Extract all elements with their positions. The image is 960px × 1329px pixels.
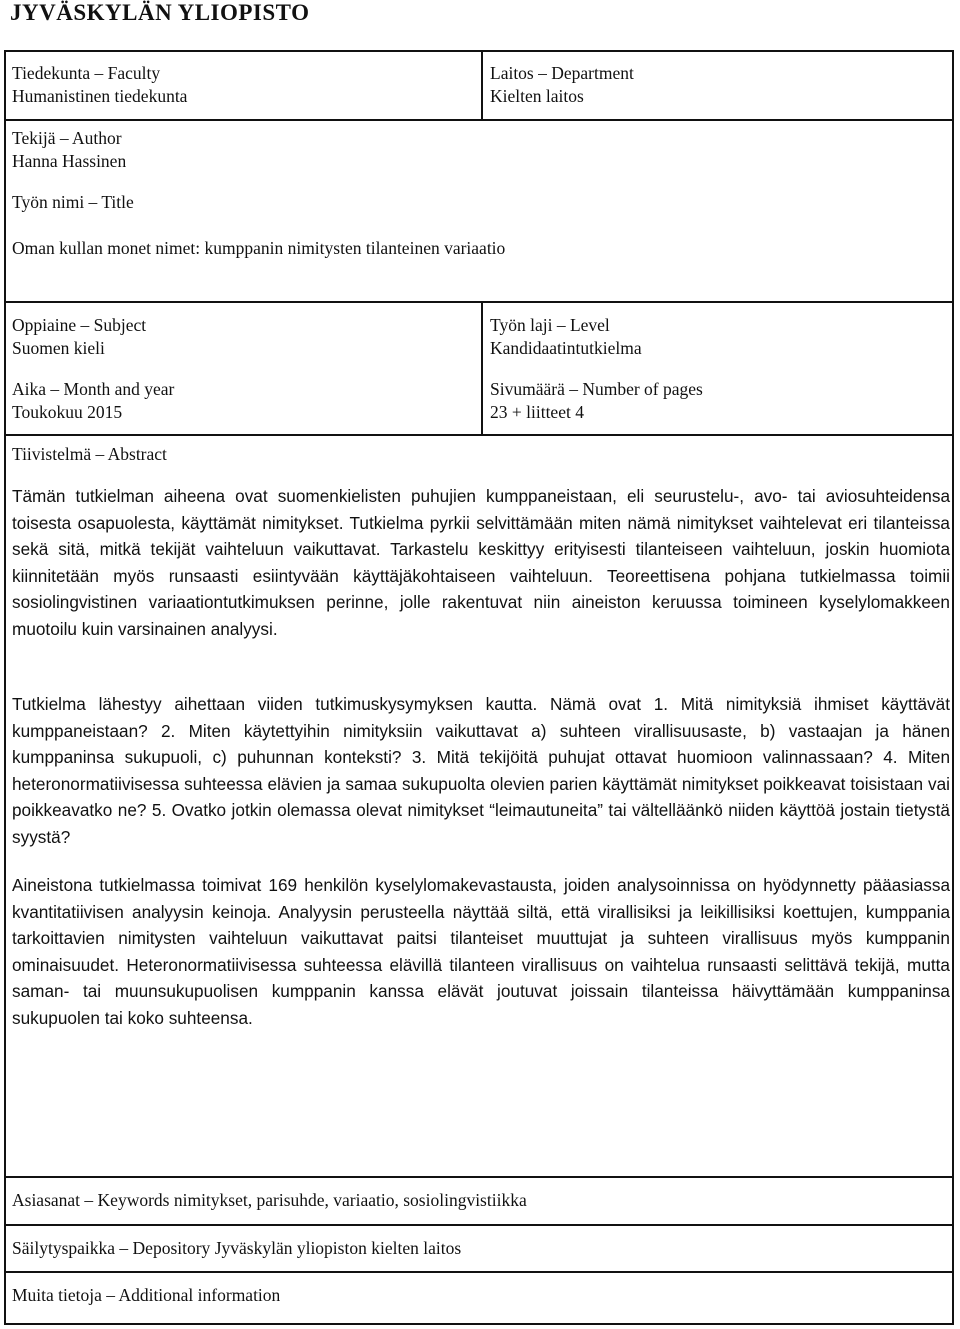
- keywords-field: [12, 1189, 527, 1212]
- abstract-label: Tiivistelmä – Abstract: [12, 444, 167, 464]
- title-label: Työn nimi – Title: [12, 192, 134, 212]
- title-value: Oman kullan monet nimet: kumppanin nimitysten tilanteinen variaatio: [12, 238, 506, 258]
- faculty-label: Tiedekunta – Faculty: [12, 63, 161, 83]
- divider: [481, 302, 483, 435]
- abstract-paragraph: Tutkielma lähestyy aihettaan viiden tutkimuskysymyksen kautta. Nämä ovat 1. Mitä nimityksiä ihmiset käyttävät kumppaneistaan? 2. Miten käytettyihin nimityksiin vaikuttavat a) suhteen virallisuusaste, b) vastaajan ja hänen kumppaninsa sukupuoli, c) puhunnan konteksti? 3. Mitä tekijöitä puhujat ottavat huomioon valinnassaan? 4. Miten heteronormatiivisessa suhteessa elävien ja samaa sukupuolta olevien parien käyttämät nimitykset poikkeavat toisistaan vai poikkeavatko ne? 5. Ovatko jotkin olemassa olevat nimitykset “leimautuneita” tai vältelläänkö niiden käyttöä jostain tietystä syystä?: [12, 694, 950, 847]
- author-label: Tekijä – Author: [12, 128, 122, 148]
- divider: [4, 434, 954, 436]
- date-value: Toukokuu 2015: [12, 402, 123, 422]
- subject-label: Oppiaine – Subject: [12, 315, 147, 335]
- author-field: [12, 127, 126, 173]
- level-value: Kandidaatintutkielma: [490, 338, 642, 358]
- faculty-field: [12, 62, 187, 108]
- additional-info-field: [12, 1284, 280, 1307]
- department-value: Kielten laitos: [490, 86, 584, 106]
- date-field: [12, 378, 174, 424]
- pages-value: 23 + liitteet 4: [490, 402, 584, 422]
- depository-value: Jyväskylän yliopiston kielten laitos: [214, 1238, 462, 1258]
- level-label: Työn laji – Level: [490, 315, 610, 335]
- keywords-value: nimitykset, parisuhde, variaatio, sosiolingvistiikka: [173, 1190, 527, 1210]
- depository-label: Säilytyspaikka – Depository: [12, 1238, 211, 1258]
- divider: [4, 119, 954, 121]
- pages-label: Sivumäärä – Number of pages: [490, 379, 703, 399]
- faculty-value: Humanistinen tiedekunta: [12, 86, 188, 106]
- author-value: Hanna Hassinen: [12, 151, 127, 171]
- additional-info-label: Muita tietoja – Additional information: [12, 1285, 281, 1305]
- keywords-label: Asiasanat – Keywords: [12, 1190, 170, 1210]
- department-field: [490, 62, 634, 108]
- university-name: JYVÄSKYLÄN YLIOPISTO: [10, 0, 310, 25]
- subject-field: [12, 314, 146, 360]
- divider: [4, 301, 954, 303]
- abstract-paragraph: Tämän tutkielman aiheena ovat suomenkielisten puhujien kumppaneistaan, eli seurustelu-, avo- tai aviosuhteidensa toisesta osapuolesta, käyttämät nimitykset. Tutkielma pyrkii selvittämään miten nämä nimitykset vaihtelevat eri tilanteissa sekä sitä, mitkä tekijät vaihteluun vaikuttavat. Tarkastelu keskittyy erityisesti tilanteiseen vaihteluun, joskin huomiota kiinnitetään myös runsaasti esiintyvään käyttäjäkohtaiseen vaihteluun. Teoreettisena pohjana tutkielmassa toimii sosiolingvistinen variaationtutkimuksen perinne, jolle rakentuvat niin aineiston keruussa toimineen kyselylomakkeen muotoilu kuin varsinainen analyysi.: [12, 486, 950, 639]
- divider: [4, 1176, 954, 1178]
- date-label: Aika – Month and year: [12, 379, 175, 399]
- divider: [481, 50, 483, 120]
- department-label: Laitos – Department: [490, 63, 634, 83]
- level-field: [490, 314, 642, 360]
- abstract-paragraph: Aineistona tutkielmassa toimivat 169 henkilön kyselylomakevastausta, joiden analysoinnissa on hyödynnetty pääasiassa kvantitatiivisen analyysin keinoja. Analyysin perusteella näyttää siltä, että virallisiksi ja leikillisiksi koettujen, kumppania tarkoittavien nimitysten vaihteluun vaikuttavat paitsi tilanteiset muuttujat ja suhteen virallisuus myös kumppanin ominaisuudet. Heteronormatiivisessa suhteessa elävillä tilanteen virallisuus on vaihtelua runsaasti selittävä tekijä, mutta saman- tai muunsukupuolisen kumppanin kanssa elävät joutuvat joissain tilanteissa häivyttämään kumppaninsa sukupuolen tai koko suhteensa.: [12, 875, 950, 1028]
- depository-field: [12, 1237, 461, 1260]
- divider: [4, 1224, 954, 1226]
- divider: [4, 1271, 954, 1273]
- pages-field: [490, 378, 703, 424]
- subject-value: Suomen kieli: [12, 338, 105, 358]
